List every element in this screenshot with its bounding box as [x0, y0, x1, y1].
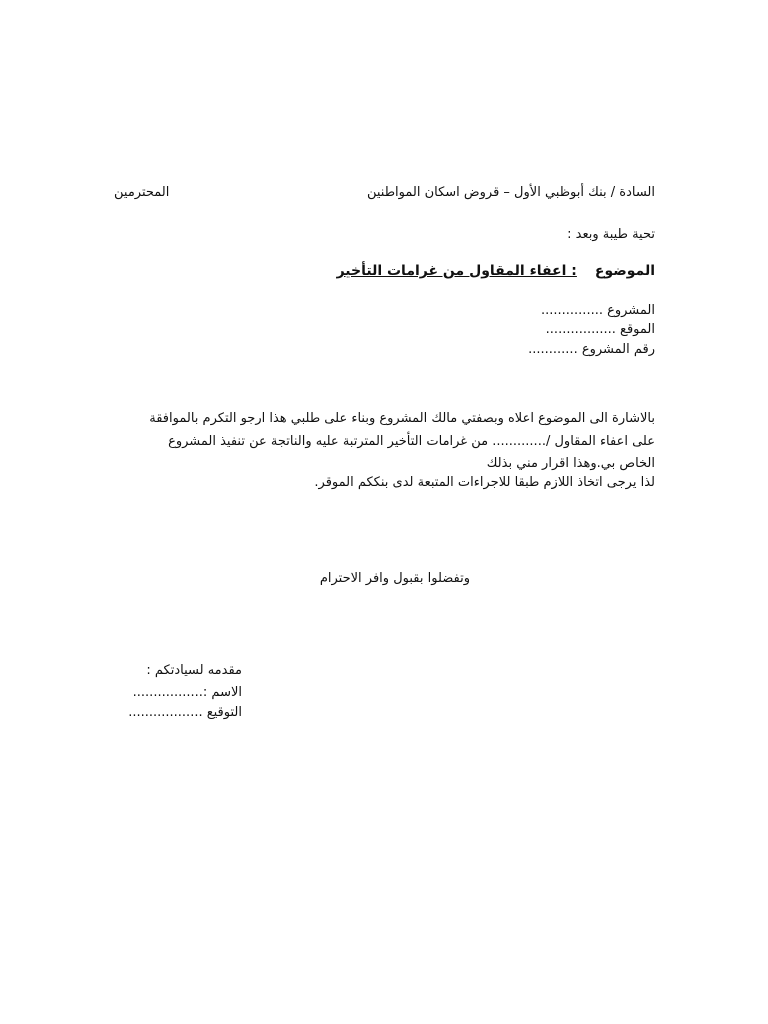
- closing-line: وتفضلوا بقبول وافر الاحترام: [319, 571, 470, 586]
- recipient-line: السادة / بنك أبوظبي الأول – قروض اسكان المواطنين: [366, 185, 655, 200]
- body-line-2: على اعفاء المقاول /............. من غرامات التأخير المترتبة عليه والناتجة عن تنفيذ المشروع: [168, 434, 655, 449]
- greeting-line: تحية طيبة وبعد :: [567, 227, 655, 242]
- body-line-4: لذا يرجى اتخاذ اللازم طبقا للاجراءات المتبعة لدى بنككم الموقر.: [314, 475, 655, 490]
- location-field: الموقع .................: [545, 322, 655, 337]
- signature-field: التوقيع ..................: [128, 705, 242, 720]
- project-field: المشروع ...............: [540, 303, 655, 318]
- name-field: الاسم :.................: [132, 685, 242, 700]
- body-line-3: الخاص بي.وهذا اقرار مني بذلك: [486, 456, 655, 471]
- subject-line: [337, 262, 655, 280]
- submitted-by-line: مقدمه لسيادتكم :: [146, 663, 242, 678]
- subject-text: : اعفاء المقاول من غرامات التأخير: [336, 263, 577, 279]
- body-line-1: بالاشارة الى الموضوع اعلاه وبصفتي مالك المشروع وبناء على طلبي هذا ارجو التكرم بالموافقة: [149, 411, 655, 426]
- project-number-field: رقم المشروع ............: [528, 342, 655, 357]
- subject-label: الموضوع: [594, 263, 655, 279]
- respected-word: المحترمين: [114, 185, 170, 200]
